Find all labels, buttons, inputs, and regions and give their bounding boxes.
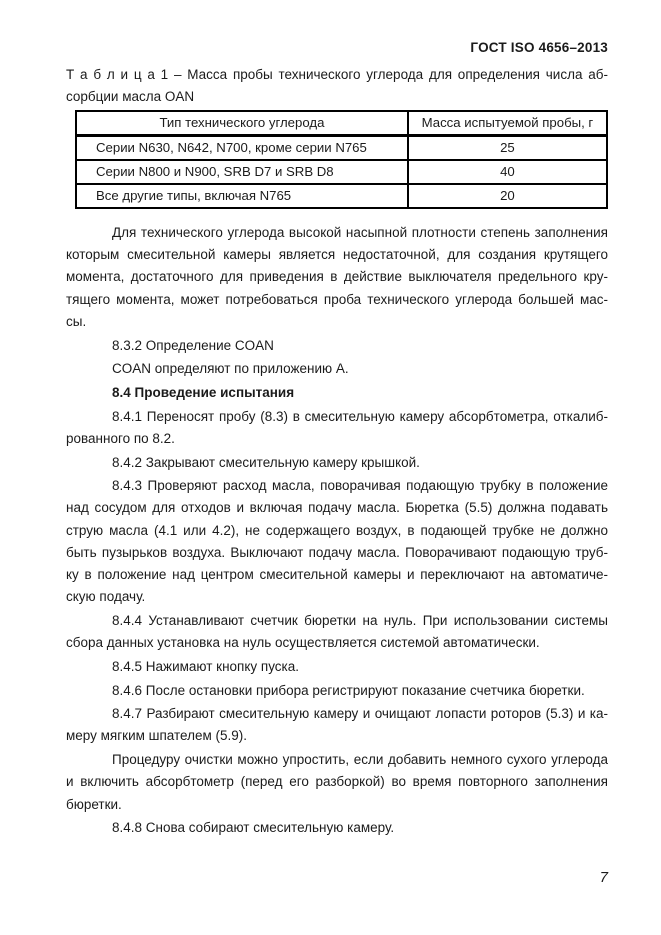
table-header-row	[76, 111, 607, 136]
paragraph	[66, 406, 608, 450]
carbon-black-type-cell: Серии N800 и N900, SRB D7 и SRB D8	[76, 160, 408, 184]
text-line: бюретки.	[66, 796, 122, 812]
document-header: ГОСТ ISO 4656–2013	[470, 40, 608, 55]
text-line: тящего момента, может потребоваться проба технического углерода большей мас-	[66, 291, 608, 307]
paragraph	[66, 335, 608, 357]
text-line: сы.	[66, 313, 87, 329]
carbon-black-type-cell: Серии N630, N642, N700, кроме серии N765	[76, 136, 408, 161]
column-header-sample-mass: Масса испытуемой пробы, г	[408, 111, 607, 136]
table-row	[76, 184, 607, 208]
sample-mass-cell: 25	[408, 136, 607, 161]
text-line: 8.4.6 После остановки прибора регистрируют показание счетчика бюретки.	[112, 682, 585, 698]
paragraph	[66, 703, 608, 747]
text-line: момента, достаточного для приведения в действие выключателя предельного кру-	[66, 269, 608, 285]
text-line: 8.4.4 Устанавливают счетчик бюретки на нуль. При использовании системы	[112, 612, 608, 628]
table-row	[76, 160, 607, 184]
text-line: рованного по 8.2.	[66, 430, 175, 446]
text-line: COAN определяют по приложению А.	[112, 361, 349, 377]
text-line: 8.4.8 Снова собирают смесительную камеру.	[112, 820, 395, 836]
paragraph	[66, 222, 608, 333]
paragraph	[66, 749, 608, 816]
paragraph	[66, 452, 608, 474]
sample-mass-cell: 20	[408, 184, 607, 208]
text-line: 8.3.2 Определение COAN	[112, 337, 274, 353]
paragraph	[66, 817, 608, 839]
text-line: 8.4.2 Закрывают смесительную камеру крышкой.	[112, 454, 420, 470]
text-line: струю масла (4.1 или 4.2), не содержащего воздух, в подающей трубке не должно	[66, 522, 608, 538]
page-number: 7	[599, 869, 608, 886]
text-line: быть пузырьков воздуха. Выключают подачу масла. Поворачивают подающую труб-	[66, 544, 608, 560]
page-content	[66, 40, 608, 841]
text-line: меру мягким шпателем (5.9).	[66, 728, 248, 744]
paragraph	[66, 382, 608, 404]
paragraph	[66, 610, 608, 654]
paragraph	[66, 358, 608, 380]
column-header-carbon-black-type: Тип технического углерода	[76, 111, 408, 136]
text-line: ку в положение над центром смесительной камеры и переключают на автоматиче-	[66, 567, 608, 583]
table-body	[76, 136, 607, 209]
text-line: Для технического углерода высокой насыпной плотности степень заполнения	[112, 225, 608, 240]
sample-mass-cell: 40	[408, 160, 607, 184]
text-line: скую подачу.	[66, 589, 146, 605]
text-line: 8.4.1 Переносят пробу (8.3) в смесительную камеру абсорбтометра, откалиб-	[112, 408, 608, 424]
paragraph	[66, 656, 608, 678]
table-row	[76, 136, 607, 161]
text-line: 8.4.3 Проверяют расход масла, поворачивая подающую трубку в положение	[112, 478, 608, 494]
paragraph	[66, 680, 608, 702]
text-line: 8.4.7 Разбирают смесительную камеру и очищают лопасти роторов (5.3) и ка-	[112, 706, 608, 722]
text-line: Процедуру очистки можно упростить, если добавить немного сухого углерода	[112, 752, 608, 768]
paragraph	[66, 475, 608, 608]
text-line: которым смесительной камеры является недостаточной, для создания крутящего	[66, 247, 608, 263]
text-line: 8.4 Проведение испытания	[112, 384, 295, 400]
carbon-black-type-cell: Все другие типы, включая N765	[76, 184, 408, 208]
table-caption	[66, 64, 608, 107]
caption-line: сорбции масла OAN	[66, 88, 195, 104]
sample-mass-table	[75, 110, 608, 209]
text-line: сбора данных установка на нуль осуществляется системой автоматически.	[66, 635, 540, 651]
text-line: 8.4.5 Нажимают кнопку пуска.	[112, 658, 300, 674]
caption-line: Т а б л и ц а 1 – Масса пробы технического углерода для определения числа аб-	[66, 67, 608, 82]
text-line: и включить абсорбтометр (перед его разборкой) во время повторного заполнения	[66, 774, 608, 790]
text-line: над сосудом для отходов и включая подачу масла. Бюретка (5.5) должна подавать	[66, 500, 608, 516]
body-text	[66, 222, 608, 839]
